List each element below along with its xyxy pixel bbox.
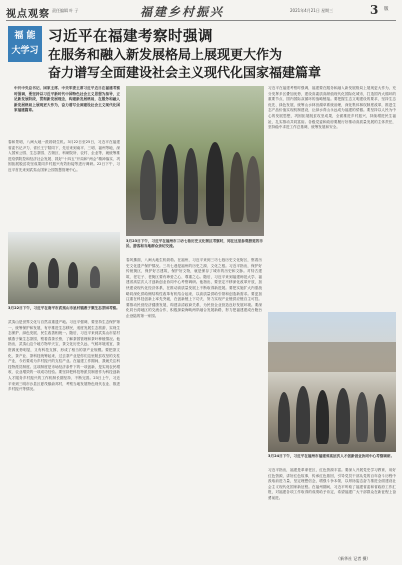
badge-line-1: 福 能: [14, 31, 36, 41]
headline-line-3: 奋力谱写全面建设社会主义现代化国家福建篇章: [48, 66, 322, 81]
page-suffix: 版: [384, 7, 389, 12]
byline: （新华社 记者 摄）: [336, 556, 371, 561]
body-column-1a: 春和景明，八闽大地一派勃勃生机。3月22日至25日，习近平在福建省委书记尹力、省长王宁陪同下，先后来到南平、三明、福州等地，深入国家公园、生态茶园、古街区、科研院所、农村、企业等，就统筹推进疫情防控和经济社会发展、抓好“十四五”开局和“两会”精神落实、巩固拓展脱贫攻坚成果同乡村振兴有效衔接等进行调研。22日下午，习近平首先来到武夷山国家公园智慧管理中心。: [8, 140, 120, 172]
masthead: 福建乡村振兴: [140, 5, 225, 19]
tea-garden-photo: [8, 232, 120, 304]
issue-date: 2021年4月21日 星期三: [290, 8, 334, 13]
old-street-photo: [268, 312, 396, 452]
photo-caption-3: 3月24日下午，习近平在福州市福建省高层次人才创新创业协同中心考察调研。: [268, 454, 395, 458]
body-column-3b: 习近平指出，福建是革命老区，红色资源丰富。要深入开展党史学习教育，用好红色资源，讲好红色故事，传承红色基因，引导党员干部从党的百年奋斗历程中汲取前进力量，坚定理想信念，增强斗争本领，以昂扬姿态奋力推进全面建设社会主义现代化国家新征程。在福州期间，习近平听取了福建省委和省政府工作汇报，对福建各项工作取得的成绩给予肯定，希望福建广大干部群众在新征程上奋勇前进。: [268, 468, 396, 500]
section-title: 视点观察: [6, 9, 50, 20]
photo-caption-2: 3月22日下午，习近平在南平市武夷山市星村镇燕子窠生态茶园考察。: [8, 306, 120, 310]
headline-line-1: 习近平在福建考察时强调: [48, 29, 213, 45]
body-column-1b: 武夷山是世界文化与自然双重遗产地。习近平强调，要坚持生态保护第一，统筹保护和发展，有序推进生态移民，适度发展生态旅游，实现生态保护、绿色发展、民生改善相统一。随后，习近平来到武夷山市星村镇燕子窠生态茶园，察看春茶长势，了解茶园管理和茶叶种植情况。他指出，武夷山这个地方物华天宝，茶文化历史久远，气候环境适宜，茶资源优势明显，又有科技支撑，形成了相当的茶产业规模。要把茶文化、茶产业、茶科技统筹起来，过去茶产业是你们这里脱贫攻坚的支柱产业，今后要成为乡村振兴的支柱产业。在福建工作期间，我就关注科技特派员制度。这项制度是市场经济条件下的一项创新，是实现农民增收、农业增效的一项成功经验。要坚持把科技特派员制度作为科技创新人才服务乡村振兴的工作机制长期坚持、不断完善。23日上午，习近平来到三明市沙县区夏茂镇俞邦村，考察当地发展特色现代农业、推进乡村振兴等情况。: [8, 320, 120, 392]
street-crowd-photo: [126, 86, 264, 236]
section-meta: 责任编辑 叶 子: [52, 8, 79, 13]
badge-line-2: 大学习: [11, 46, 39, 56]
photo-caption-1: 3月23日下午，习近平在福州市三坊七巷历史文化街区考察时，同在这里参观游览的市民、游客和当地群众亲切交流。: [126, 239, 263, 248]
body-column-2: 春风拂面，八闽大地生机勃勃。在福州，习近平来到三坊七巷历史文化街区，察看历史文化遗产保护情况。三坊七巷是福州的历史之源、文化之根。习近平指出，保护好传统街区，保护好古建筑，保护好文物，就是保存了城市的历史和文脉。对待古建筑、老宅子、老街区要有珍爱之心、尊重之心。随后，习近平来到福建师范大学、福建省高层次人才创新创业协同中心考察调研。他指出，要坚定不移深化改革开放，加快建设现代化经济体系，在推动高质量发展上不断取得新进展。要把实施扩大内需战略同深化供给侧结构性改革有机结合起来，以高质量供给引领和创造新需求。要更加注重在科技创新上率先突破，在创新链上下功夫，努力实现产业链供应链自主可控。要推动民营经济健康发展，构建亲清政商关系，为民营企业营造良好发展环境。要深化同台湾地区的交流合作，积极探索海峡两岸融合发展新路，努力把福建建成台胞台企登陆的第一家园。: [126, 258, 262, 318]
column-badge: [8, 26, 42, 62]
article-lead: 中共中央总书记、国家主席、中央军委主席习近平近日在福建考察时强调，要坚持以习近平新时代中国特色社会主义思想为指导，立足新发展阶段，贯彻新发展理念，构建新发展格局，在服务和融入新发展格局上展现更大作为，奋力谱写全面建设社会主义现代化国家福建篇章。: [14, 86, 120, 113]
header-rule: [6, 20, 396, 21]
page-number: 3: [370, 3, 379, 17]
headline-line-2: 在服务和融入新发展格局上展现更大作为: [48, 48, 283, 63]
body-column-3a: 习近平在福建考察时强调，福建要在服务和融入新发展格局上展现更大作为，充分发挥多区叠加优势，建设高素质高颜值现代化国际化城市，打造国内大循环的重要节点、国内国际双循环的战略链接。要把握生态文明建设的要求，坚持生态优先、绿色发展，统筹山水林田湖草系统治理，深化集体林权制度改革，推进生态产品价值实现机制建设，让绿水青山永远成为福建的骄傲。要坚持以人民为中心的发展思想，巩固拓展脱贫攻坚成果，全面推进乡村振兴，持续增进民生福祉，扎实推动共同富裕。各级党委和政府要履行好推动高质量发展的主体责任，坚持稳中求进工作总基调，统筹发展和安全。: [268, 86, 396, 130]
